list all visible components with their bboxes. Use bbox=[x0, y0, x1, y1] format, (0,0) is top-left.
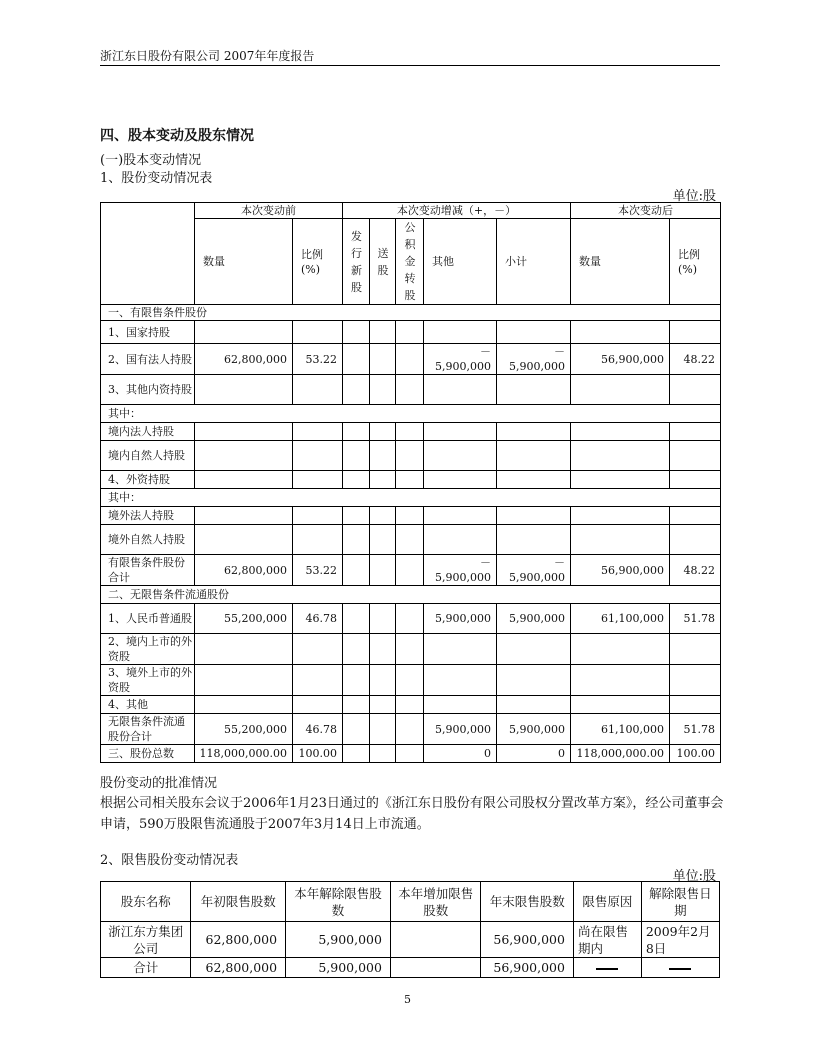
table-cell bbox=[497, 507, 571, 525]
table-cell bbox=[396, 525, 424, 555]
table2-unit: 单位:股 bbox=[672, 869, 716, 884]
table-cell bbox=[670, 423, 721, 441]
table-cell bbox=[396, 471, 424, 489]
row-label: 4、其他 bbox=[101, 696, 195, 714]
table-cell: 55,200,000 bbox=[195, 714, 293, 745]
table-cell bbox=[370, 507, 396, 525]
column-header: 年末限售股数 bbox=[481, 882, 574, 922]
table-cell bbox=[396, 344, 424, 375]
dash-mark bbox=[669, 968, 691, 970]
column-header: 股东名称 bbox=[101, 882, 191, 922]
table-cell bbox=[396, 604, 424, 634]
table-cell bbox=[670, 471, 721, 489]
table-cell bbox=[670, 525, 721, 555]
table-row bbox=[101, 423, 721, 441]
table-cell bbox=[293, 321, 343, 344]
approval-text: 根据公司相关股东会议于2006年1月23日通过的《浙江东日股份有限公司股权分置改革方案》，经公司董事会申请，590万股限售流通股于2007年3月14日上市流通。 bbox=[100, 796, 724, 832]
table-row bbox=[101, 696, 721, 714]
table-cell bbox=[293, 423, 343, 441]
table-cell: 55,200,000 bbox=[195, 604, 293, 634]
column-header: 本年解除限售股数 bbox=[286, 882, 391, 922]
table-cell bbox=[670, 507, 721, 525]
table-cell bbox=[293, 665, 343, 696]
table-cell bbox=[195, 321, 293, 344]
table-cell: －5,900,000 bbox=[497, 555, 571, 586]
row-label: 1、国家持股 bbox=[101, 321, 195, 344]
table-cell bbox=[424, 696, 497, 714]
table-cell bbox=[343, 634, 370, 665]
table-cell bbox=[396, 634, 424, 665]
table-cell bbox=[424, 525, 497, 555]
table-cell bbox=[424, 634, 497, 665]
table-cell bbox=[424, 375, 497, 405]
table-row bbox=[101, 321, 721, 344]
table-row bbox=[101, 665, 721, 696]
table-cell bbox=[370, 745, 396, 763]
table-cell bbox=[396, 745, 424, 763]
table-cell: 62,800,000 bbox=[191, 922, 286, 958]
table-cell: 56,900,000 bbox=[481, 958, 574, 978]
table-cell bbox=[571, 423, 670, 441]
table-cell bbox=[571, 471, 670, 489]
table1-title: 1、股份变动情况表 bbox=[100, 171, 213, 186]
table-cell: 46.78 bbox=[293, 604, 343, 634]
table-cell bbox=[343, 375, 370, 405]
table-cell bbox=[343, 714, 370, 745]
table-cell bbox=[497, 634, 571, 665]
table-row bbox=[101, 441, 721, 471]
row-label: 境外自然人持股 bbox=[101, 525, 195, 555]
row-label: 4、外资持股 bbox=[101, 471, 195, 489]
table-header-row bbox=[101, 882, 720, 922]
table-cell bbox=[343, 555, 370, 586]
table-cell bbox=[343, 321, 370, 344]
table-cell bbox=[195, 471, 293, 489]
table-cell: 51.78 bbox=[670, 714, 721, 745]
table-cell bbox=[424, 423, 497, 441]
row-label: 2、国有法人持股 bbox=[101, 344, 195, 375]
subsection-title: (一)股本变动情况 bbox=[100, 153, 202, 168]
column-header: 限售原因 bbox=[573, 882, 641, 922]
table-cell bbox=[497, 375, 571, 405]
table-cell: 51.78 bbox=[670, 604, 721, 634]
table-cell: 5,900,000 bbox=[497, 714, 571, 745]
table-cell bbox=[497, 525, 571, 555]
table-cell bbox=[497, 696, 571, 714]
group-before-header: 本次变动前 bbox=[195, 203, 343, 219]
table-row bbox=[101, 375, 721, 405]
table-cell bbox=[571, 507, 670, 525]
table-cell bbox=[293, 441, 343, 471]
table-cell: 0 bbox=[497, 745, 571, 763]
row-label: 2、境内上市的外资股 bbox=[101, 634, 195, 665]
table-cell bbox=[571, 375, 670, 405]
table-row bbox=[101, 525, 721, 555]
table-cell bbox=[370, 344, 396, 375]
table-row bbox=[101, 745, 721, 763]
row-label: 有限售条件股份合计 bbox=[101, 555, 195, 586]
group-after-header: 本次变动后 bbox=[571, 203, 721, 219]
table-cell bbox=[641, 958, 719, 978]
table-row bbox=[101, 586, 721, 604]
table-cell bbox=[343, 604, 370, 634]
row-label: 3、境外上市的外资股 bbox=[101, 665, 195, 696]
col-bonus: 送股 bbox=[377, 246, 389, 277]
table-cell: 62,800,000 bbox=[191, 958, 286, 978]
table-cell bbox=[670, 321, 721, 344]
table-cell bbox=[370, 525, 396, 555]
table-cell bbox=[396, 555, 424, 586]
row-label: 其中： bbox=[101, 405, 721, 423]
table-cell: 5,900,000 bbox=[286, 922, 391, 958]
table-row bbox=[101, 714, 721, 745]
share-change-table bbox=[100, 202, 721, 763]
table-cell bbox=[424, 665, 497, 696]
table-cell bbox=[370, 665, 396, 696]
table-row bbox=[101, 305, 721, 321]
table-cell bbox=[370, 321, 396, 344]
table-cell bbox=[390, 922, 480, 958]
table-cell bbox=[571, 634, 670, 665]
table-cell: －5,900,000 bbox=[424, 555, 497, 586]
table-cell bbox=[343, 745, 370, 763]
row-label: 二、无限售条件流通股份 bbox=[101, 586, 721, 604]
table-cell bbox=[396, 507, 424, 525]
table-cell bbox=[396, 375, 424, 405]
row-label: 三、股份总数 bbox=[101, 745, 195, 763]
table-cell bbox=[195, 423, 293, 441]
table-cell bbox=[424, 507, 497, 525]
page-header: 浙江东日股份有限公司 2007年年度报告 bbox=[100, 49, 315, 63]
table-cell bbox=[370, 555, 396, 586]
table-cell bbox=[390, 958, 480, 978]
table-cell bbox=[670, 634, 721, 665]
column-header: 本年增加限售股数 bbox=[390, 882, 480, 922]
table-cell: 61,100,000 bbox=[571, 714, 670, 745]
table-cell bbox=[343, 507, 370, 525]
table-cell bbox=[396, 441, 424, 471]
column-header: 年初限售股数 bbox=[191, 882, 286, 922]
table-cell bbox=[343, 525, 370, 555]
table-cell bbox=[424, 321, 497, 344]
table-cell bbox=[370, 634, 396, 665]
approval-heading: 股份变动的批准情况 bbox=[100, 776, 218, 791]
table-cell bbox=[343, 696, 370, 714]
row-label: 境内法人持股 bbox=[101, 423, 195, 441]
table-cell bbox=[195, 696, 293, 714]
header-divider bbox=[100, 65, 720, 66]
table-cell bbox=[195, 525, 293, 555]
table-cell: 100.00 bbox=[293, 745, 343, 763]
table-cell: 61,100,000 bbox=[571, 604, 670, 634]
table-cell bbox=[370, 375, 396, 405]
table-cell: 5,900,000 bbox=[286, 958, 391, 978]
table-cell bbox=[370, 604, 396, 634]
col-ratio-before: 比例(%) bbox=[293, 219, 343, 305]
table-row bbox=[101, 344, 721, 375]
table-cell bbox=[396, 696, 424, 714]
table-cell: 62,800,000 bbox=[195, 344, 293, 375]
table-row bbox=[101, 958, 720, 978]
table-cell bbox=[396, 321, 424, 344]
row-label: 3、其他内资持股 bbox=[101, 375, 195, 405]
group-change-header: 本次变动增减（+，－） bbox=[343, 203, 571, 219]
row-label: 一、有限售条件股份 bbox=[101, 305, 721, 321]
row-label: 1、人民币普通股 bbox=[101, 604, 195, 634]
dash-mark bbox=[596, 968, 618, 970]
table-cell: 合计 bbox=[101, 958, 191, 978]
table-row bbox=[101, 555, 721, 586]
table-cell bbox=[343, 423, 370, 441]
table-cell bbox=[370, 696, 396, 714]
table-cell bbox=[424, 471, 497, 489]
table-cell bbox=[195, 507, 293, 525]
page-number: 5 bbox=[404, 993, 411, 1006]
table-cell: －5,900,000 bbox=[497, 344, 571, 375]
table-cell bbox=[293, 375, 343, 405]
table-cell bbox=[571, 525, 670, 555]
table2-title: 2、限售股份变动情况表 bbox=[100, 853, 239, 868]
table-cell bbox=[370, 714, 396, 745]
table-cell bbox=[370, 471, 396, 489]
table-cell bbox=[293, 696, 343, 714]
table-row bbox=[101, 489, 721, 507]
table-row bbox=[101, 471, 721, 489]
table-cell: 118,000,000.00 bbox=[195, 745, 293, 763]
table-cell bbox=[670, 696, 721, 714]
col-qty-before: 数量 bbox=[195, 219, 293, 305]
table-cell bbox=[571, 665, 670, 696]
table-cell bbox=[497, 665, 571, 696]
restricted-share-table bbox=[100, 881, 720, 978]
table-cell: 46.78 bbox=[293, 714, 343, 745]
row-label: 其中： bbox=[101, 489, 721, 507]
table-cell bbox=[293, 634, 343, 665]
table-row bbox=[101, 507, 721, 525]
table-cell bbox=[370, 423, 396, 441]
table-cell bbox=[497, 321, 571, 344]
table-cell bbox=[670, 665, 721, 696]
table-cell bbox=[571, 441, 670, 471]
table-cell bbox=[195, 634, 293, 665]
table-cell: 5,900,000 bbox=[424, 604, 497, 634]
col-other: 其他 bbox=[424, 219, 497, 305]
table-cell bbox=[396, 423, 424, 441]
col-new-issue: 发行新股 bbox=[351, 229, 362, 294]
row-label: 无限售条件流通股份合计 bbox=[101, 714, 195, 745]
col-ratio-after: 比例(%) bbox=[670, 219, 721, 305]
table-cell: 尚在限售期内 bbox=[573, 922, 641, 958]
table-row bbox=[101, 405, 721, 423]
column-header: 解除限售日期 bbox=[641, 882, 719, 922]
table-cell: 56,900,000 bbox=[481, 922, 574, 958]
table-row bbox=[101, 922, 720, 958]
col-qty-after: 数量 bbox=[571, 219, 670, 305]
table-cell: 5,900,000 bbox=[497, 604, 571, 634]
table-cell bbox=[343, 344, 370, 375]
table-cell: 48.22 bbox=[670, 344, 721, 375]
col-subtotal: 小计 bbox=[497, 219, 571, 305]
header-blank bbox=[101, 203, 195, 305]
table-cell: 5,900,000 bbox=[424, 714, 497, 745]
table-cell: 100.00 bbox=[670, 745, 721, 763]
table-cell bbox=[370, 441, 396, 471]
table-cell bbox=[343, 471, 370, 489]
table-cell bbox=[293, 525, 343, 555]
table-cell bbox=[424, 441, 497, 471]
table-cell bbox=[343, 441, 370, 471]
table-cell bbox=[497, 441, 571, 471]
row-label: 境外法人持股 bbox=[101, 507, 195, 525]
col-reserve: 公积金转股 bbox=[404, 221, 416, 302]
table-cell: 0 bbox=[424, 745, 497, 763]
row-label: 境内自然人持股 bbox=[101, 441, 195, 471]
table-cell: 53.22 bbox=[293, 344, 343, 375]
table-cell: 118,000,000.00 bbox=[571, 745, 670, 763]
table-cell: 56,900,000 bbox=[571, 344, 670, 375]
table-cell: 浙江东方集团公司 bbox=[101, 922, 191, 958]
table-cell: 48.22 bbox=[670, 555, 721, 586]
table-cell bbox=[573, 958, 641, 978]
table-cell bbox=[396, 714, 424, 745]
table-cell bbox=[343, 665, 370, 696]
table-row bbox=[101, 634, 721, 665]
table-cell bbox=[396, 665, 424, 696]
table-cell bbox=[293, 471, 343, 489]
table-row bbox=[101, 604, 721, 634]
table-cell bbox=[497, 423, 571, 441]
table-cell bbox=[195, 665, 293, 696]
table-cell: 56,900,000 bbox=[571, 555, 670, 586]
table-cell bbox=[571, 696, 670, 714]
table-cell bbox=[571, 321, 670, 344]
table-cell bbox=[497, 471, 571, 489]
table-cell bbox=[670, 441, 721, 471]
table-cell bbox=[293, 507, 343, 525]
table-cell: 62,800,000 bbox=[195, 555, 293, 586]
section-title: 四、股本变动及股东情况 bbox=[100, 128, 254, 144]
table-cell: 53.22 bbox=[293, 555, 343, 586]
table-cell: 2009年2月8日 bbox=[641, 922, 719, 958]
table-cell bbox=[670, 375, 721, 405]
table1-unit: 单位:股 bbox=[672, 189, 716, 204]
table-cell bbox=[195, 375, 293, 405]
table-cell bbox=[195, 441, 293, 471]
table-cell: －5,900,000 bbox=[424, 344, 497, 375]
